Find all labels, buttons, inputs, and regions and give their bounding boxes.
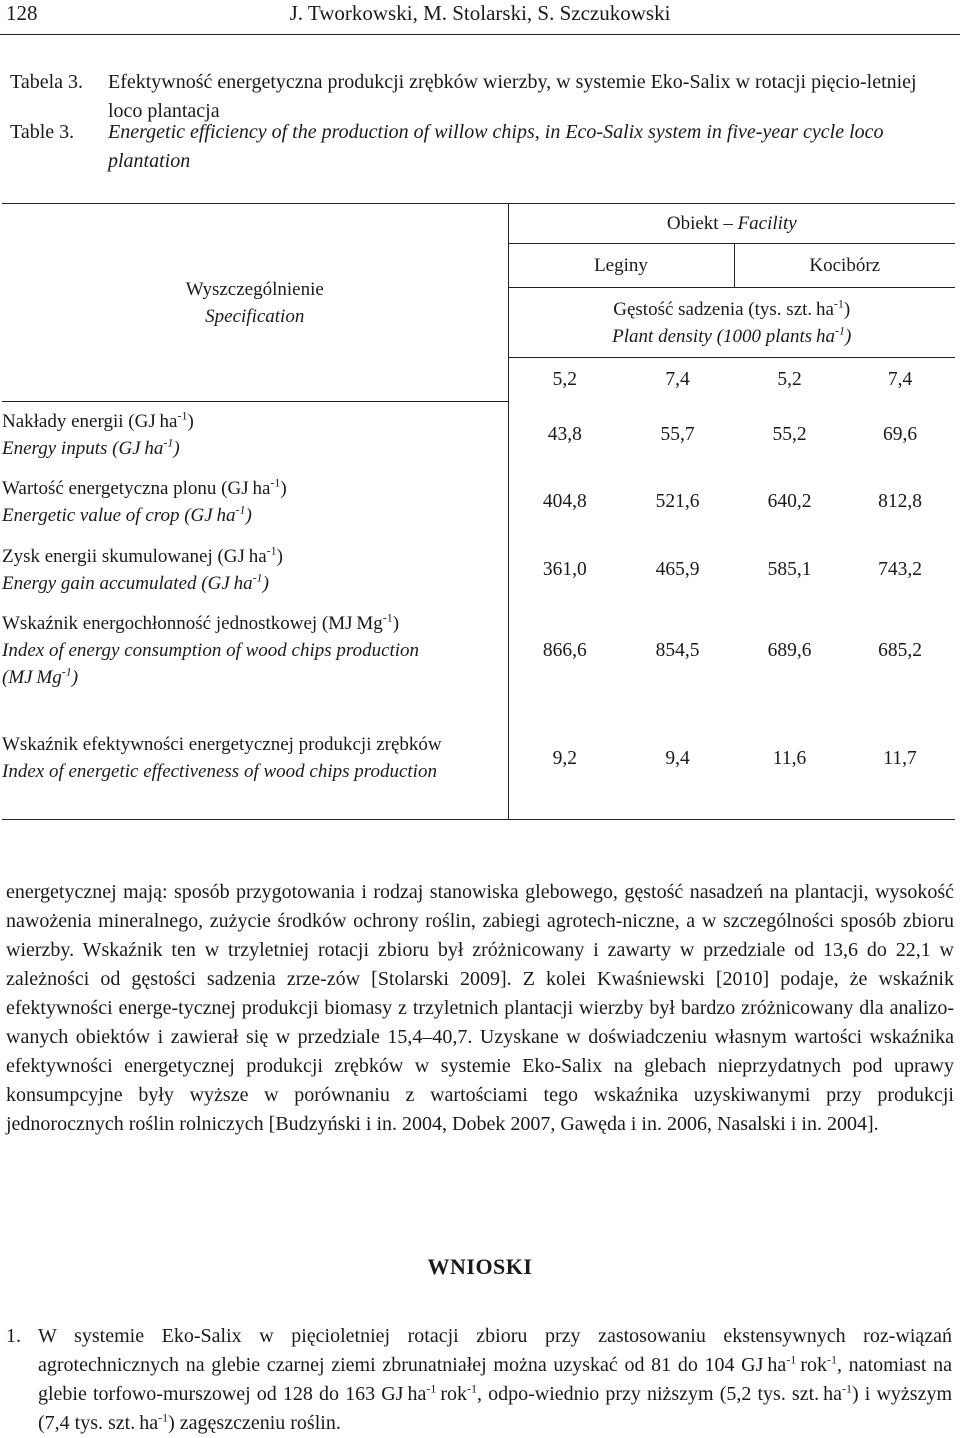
page-number: 128: [6, 1, 38, 25]
table-cell: 361,0: [542, 559, 587, 580]
table-cell: 812,8: [878, 491, 922, 512]
row-label: Zysk energii skumulowanej (GJ $ha^{-1}$) Energy gain accumulated (GJ $ha^{-1}$): [2, 536, 508, 604]
table-cell: 404,8: [542, 491, 587, 512]
table-cell: 585,1: [767, 559, 812, 580]
table-row: [2, 402, 955, 468]
table-label-pl: Tabela 3.: [10, 71, 84, 93]
conclusion-number: 1.: [6, 1325, 21, 1347]
table-title-en: Energetic efficiency of the production of willow chips, in Eco-Salix system in five-year cycle loco plantation: [108, 121, 884, 172]
row-label: Wartość energetyczna plonu (GJ $ha^{-1}$) Energetic value of crop (GJ $ha^{-1}$): [2, 468, 508, 536]
row-label: Nakłady energii (GJ $ha^{-1}$) Energy inputs (GJ $ha^{-1}$): [2, 402, 508, 468]
table-label-en: Table 3.: [10, 121, 75, 143]
density-value: 7,4: [665, 369, 690, 391]
table-cell: 11,6: [734, 698, 845, 820]
table-cell: 689,6: [767, 640, 812, 661]
table-cell: 743,2: [878, 559, 922, 580]
specification-header-en: Specification: [205, 305, 305, 327]
table-cell: 11,7: [845, 698, 955, 820]
table-cell: 640,2: [767, 491, 812, 512]
facility-leginy: Leginy: [508, 244, 734, 288]
table-cell: 9,4: [621, 698, 734, 820]
facility-header-pl: Obiekt: [666, 213, 719, 234]
facility-header-dash: –: [723, 213, 733, 234]
density-value: 5,2: [777, 369, 802, 391]
density-value: 7,4: [887, 369, 913, 391]
table-cell: 9,2: [508, 698, 621, 820]
table-cell: 465,9: [655, 559, 700, 580]
running-header: [0, 0, 960, 30]
plant-density-header: [508, 288, 955, 358]
density-value: 5,2: [552, 369, 577, 391]
header-rule: [0, 34, 960, 35]
table-cell: 43,8: [547, 424, 582, 445]
table-row: [2, 536, 955, 604]
specification-header-pl: Wyszczególnienie: [185, 278, 324, 300]
plant-density-pl: Gęstość sadzenia (tys. szt. $ha^{-1}$): [613, 296, 851, 320]
table-cell: 685,2: [878, 640, 922, 661]
table-row: [2, 698, 955, 820]
energy-efficiency-table: [2, 203, 955, 820]
facility-kociborz: Kocibórz: [734, 244, 955, 288]
facility-header: [508, 204, 955, 244]
running-head-authors: J. Tworkowski, M. Stolarski, S. Szczukowski: [289, 1, 671, 25]
row-label: Wskaźnik energochłonność jednostkowej (MJ $Mg^{-1}$) Index of energy consumption of wood chips production (MJ $Mg^{-1}$): [2, 604, 508, 698]
table-cell: 854,5: [655, 640, 700, 661]
specification-header: [2, 204, 508, 402]
body-paragraph: energetycznej mają: sposób przygotowania i rodzaj stanowiska glebowego, gęstość nasadzeń na plantacji, wysokość nawożenia mineralnego, zużycie środków ochrony roślin, zabiegi agrotech-niczne, a w szczególności sposób zbioru wierzby. Wskaźnik ten w trzyletniej rotacji zbioru był zróżnicowany i zawarty w przedziale od 13,6 do 22,1 w zależności od gęstości sadzenia zrze-zów [Stolarski 2009]. Z kolei Kwaśniewski [2010] podaje, że wskaźnik efektywności energe-tycznej produkcji biomasy z trzyletnich plantacji wierzby był bardzo zróżnicowany dla analizo-wanych obiektów i zawierał się w przedziale 15,4–40,7. Uzyskane w doświadczeniu własnym wartości wskaźnika efektywności energetycznej produkcji zrębków w systemie Eko-Salix na glebach nieprzydatnych pod uprawy konsumpcyjne były wyższe w porównaniu z wartościami tego wskaźnika uzyskiwanymi przy produkcji jednorocznych roślin rolniczych [Budzyński i in. 2004, Dobek 2007, Gawęda i in. 2006, Nasalski i in. 2004].: [6, 881, 954, 1135]
table-title-pl: Efektywność energetyczna produkcji zrębków wierzby, w systemie Eko-Salix w rotacji pięcio-letniej loco plantacja: [108, 71, 917, 122]
table-cell: 866,6: [542, 640, 587, 661]
table-row: [2, 604, 955, 698]
facility-header-en: Facility: [737, 213, 797, 234]
table-cell: 69,6: [882, 424, 918, 445]
section-title: WNIOSKI: [427, 1254, 533, 1279]
table-cell: 521,6: [655, 491, 700, 512]
plant-density-en: Plant density (1000 plants $ha^{-1}$): [612, 323, 852, 347]
table-cell: 55,7: [660, 424, 695, 445]
table-row: [2, 468, 955, 536]
row-label: Wskaźnik efektywności energetycznej produkcji zrębków Index of energetic effectiveness of wood chips production: [2, 698, 508, 820]
conclusion-text: W systemie Eko-Salix w pięcioletniej rotacji zbioru przy zastosowaniu ekstensywnych roz-wiązań agrotechnicznych na glebie czarnej ziemi zbrunatniałej można uzyskać od 81 do 104 GJ $ha^{-1}$ rok$^{-1}$, natomiast na glebie torfowo-murszowej od 128 do 163 GJ $ha^{-1}$ rok$^{-1}$, odpo-wiednio przy niższym (5,2 tys. szt. $ha^{-1}$) i wyższym (7,4 tys. szt. $ha^{-1}$) zagęszczeniu roślin.: [38, 1325, 953, 1434]
table-cell: 55,2: [772, 424, 807, 445]
